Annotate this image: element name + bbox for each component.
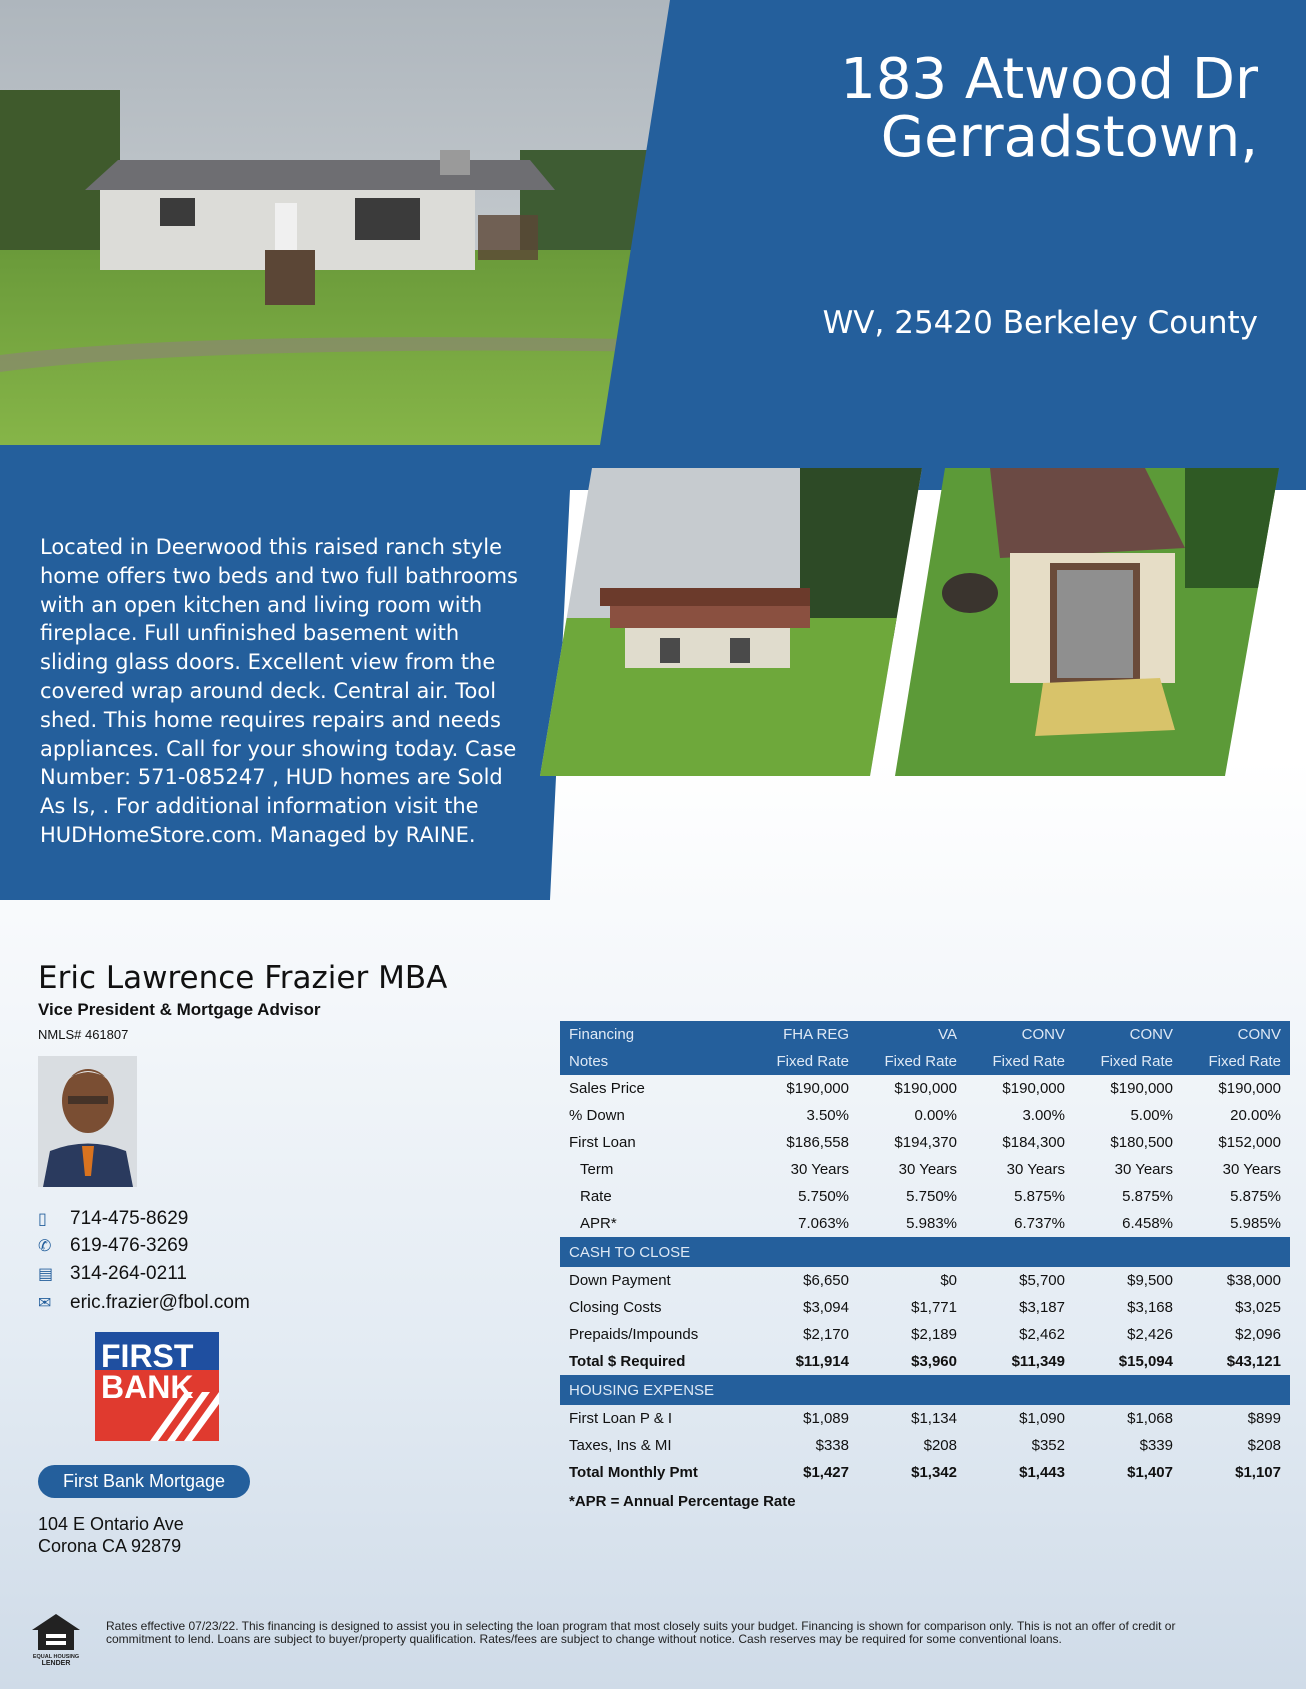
bank-logo-word1: FIRST <box>101 1338 194 1374</box>
email-address[interactable]: eric.frazier@fbol.com <box>70 1292 250 1313</box>
table-cell: $1,342 <box>911 1464 957 1481</box>
table-cell: $11,914 <box>795 1353 849 1370</box>
table-cell: 30 Years <box>1222 1161 1281 1178</box>
table-cell: $9,500 <box>1127 1272 1173 1289</box>
address-state-zip-county: WV, 25420 Berkeley County <box>822 305 1258 341</box>
row-label: Down Payment <box>569 1272 671 1289</box>
table-cell: $352 <box>1031 1437 1065 1454</box>
table-cell: 5.750% <box>906 1188 957 1205</box>
table-cell: 20.00% <box>1230 1107 1281 1124</box>
table-cell: $186,558 <box>786 1134 849 1151</box>
phone-number[interactable]: 619-476-3269 <box>70 1235 189 1256</box>
table-cell: $2,170 <box>803 1326 849 1343</box>
row-label: Sales Price <box>569 1080 645 1097</box>
table-cell: $899 <box>1247 1410 1281 1427</box>
bank-name-badge[interactable]: First Bank Mortgage <box>38 1465 250 1498</box>
table-cell: $2,426 <box>1127 1326 1173 1343</box>
fax-contact[interactable] <box>38 1263 187 1285</box>
table-cell: 7.063% <box>798 1215 849 1232</box>
table-cell: $338 <box>815 1437 849 1454</box>
table-cell: Fixed Rate <box>750 1048 858 1075</box>
apr-footnote: *APR = Annual Percentage Rate <box>569 1493 796 1510</box>
table-cell: $184,300 <box>1002 1134 1065 1151</box>
row-label: Total $ Required <box>569 1353 686 1370</box>
table-header-row <box>560 1021 1290 1048</box>
housing-expense-section <box>560 1375 1290 1405</box>
mobile-contact[interactable] <box>38 1208 188 1230</box>
table-cell: 3.00% <box>1022 1107 1065 1124</box>
table-cell: 3.50% <box>806 1107 849 1124</box>
table-cell: 5.875% <box>1230 1188 1281 1205</box>
phone-contact[interactable] <box>38 1235 188 1257</box>
table-cell: 5.875% <box>1014 1188 1065 1205</box>
row-label: Term <box>580 1161 614 1178</box>
bank-address-street: 104 E Ontario Ave <box>38 1514 184 1534</box>
table-cell: $190,000 <box>1218 1080 1281 1097</box>
financing-table <box>560 1021 1290 1486</box>
table-cell: 5.983% <box>906 1215 957 1232</box>
table-cell: 0.00% <box>914 1107 957 1124</box>
table-cell: $190,000 <box>786 1080 849 1097</box>
table-cell: $190,000 <box>894 1080 957 1097</box>
table-row <box>560 1129 1290 1156</box>
table-cell: $208 <box>923 1437 957 1454</box>
table-cell: 30 Years <box>790 1161 849 1178</box>
table-cell: VA <box>858 1021 966 1048</box>
hero-house-photo <box>0 0 680 445</box>
table-row <box>560 1405 1290 1432</box>
property-description: Located in Deerwood this raised ranch style home offers two beds and two full bathrooms with an open kitchen and living room with fireplace. Full unfinished basement with sliding glass doors. Excellent view from the covered wrap around deck. Central air. Tool shed. This home requires repairs and needs appliances. Call for your showing today. Case Number: 571-085247 , HUD homes are Sold As Is, . For additional information visit the HUDHomeStore.com. Managed by RAINE. <box>40 535 518 847</box>
table-cell: $11,349 <box>1011 1353 1065 1370</box>
table-cell: Fixed Rate <box>1182 1048 1290 1075</box>
table-cell: $3,094 <box>803 1299 849 1316</box>
table-row <box>560 1459 1290 1486</box>
table-cell: $1,089 <box>803 1410 849 1427</box>
row-label: Prepaids/Impounds <box>569 1326 699 1343</box>
table-cell: $3,960 <box>911 1353 957 1370</box>
table-cell: $208 <box>1247 1437 1281 1454</box>
table-cell: $2,189 <box>911 1326 957 1343</box>
row-label: Taxes, Ins & MI <box>569 1437 672 1454</box>
cash-to-close-section <box>560 1237 1290 1267</box>
table-cell: Fixed Rate <box>966 1048 1074 1075</box>
table-cell: $2,462 <box>1019 1326 1065 1343</box>
table-row <box>560 1267 1290 1294</box>
row-label: Rate <box>580 1188 612 1205</box>
row-label: Total Monthly Pmt <box>569 1464 698 1481</box>
table-cell: $1,090 <box>1019 1410 1065 1427</box>
table-row <box>560 1321 1290 1348</box>
table-cell: 5.875% <box>1122 1188 1173 1205</box>
table-subheader-row <box>560 1048 1290 1075</box>
agent-headshot <box>38 1056 137 1187</box>
rates-disclaimer: Rates effective 07/23/22. This financing is designed to assist you in selecting the loan program that most closely suits your budget. Financing is shown for comparison only. This is not an offer of credit or commitment to lend. Loans are subject to buyer/property qualification. Rates/fees are subject to change without notice. Cash reserves may be required for some conventional loans. <box>106 1619 1176 1646</box>
table-cell: $1,443 <box>1019 1464 1065 1481</box>
table-cell: $43,121 <box>1226 1353 1281 1370</box>
row-label: Closing Costs <box>569 1299 662 1316</box>
email-icon: ✉ <box>38 1295 52 1312</box>
table-cell: $38,000 <box>1226 1272 1281 1289</box>
rear-deck-photo <box>540 468 922 776</box>
table-row <box>560 1156 1290 1183</box>
table-cell: CONV <box>1074 1021 1182 1048</box>
table-cell: 30 Years <box>1006 1161 1065 1178</box>
table-cell: 30 Years <box>1114 1161 1173 1178</box>
table-cell: $1,107 <box>1235 1464 1281 1481</box>
table-cell: 6.458% <box>1122 1215 1173 1232</box>
table-cell: 6.737% <box>1014 1215 1065 1232</box>
agent-nmls: NMLS# 461807 <box>38 1027 129 1042</box>
table-cell: $15,094 <box>1118 1353 1173 1370</box>
table-cell: $194,370 <box>894 1134 957 1151</box>
table-cell: $3,187 <box>1019 1299 1065 1316</box>
table-cell: $3,168 <box>1127 1299 1173 1316</box>
row-label: Financing <box>560 1021 750 1048</box>
bank-address-city: Corona CA 92879 <box>38 1536 182 1556</box>
table-row <box>560 1432 1290 1459</box>
table-cell: $5,700 <box>1019 1272 1065 1289</box>
bank-logo-word2: BANK <box>101 1369 194 1405</box>
table-cell: $180,500 <box>1110 1134 1173 1151</box>
table-cell: $1,134 <box>911 1410 957 1427</box>
table-cell: 30 Years <box>898 1161 957 1178</box>
row-label: Notes <box>560 1048 750 1075</box>
table-cell: 5.00% <box>1130 1107 1173 1124</box>
fax-number[interactable]: 314-264-0211 <box>70 1263 187 1284</box>
agent-name: Eric Lawrence Frazier MBA <box>38 960 448 996</box>
table-row <box>560 1075 1290 1102</box>
equal-housing-lender-icon <box>30 1612 82 1667</box>
table-cell: CONV <box>966 1021 1074 1048</box>
mobile-phone-icon: ▯ <box>38 1211 47 1228</box>
agent-title: Vice President & Mortgage Advisor <box>38 1000 321 1019</box>
table-cell: 5.985% <box>1230 1215 1281 1232</box>
table-cell: $190,000 <box>1110 1080 1173 1097</box>
section-heading: CASH TO CLOSE <box>560 1237 1290 1267</box>
table-row <box>560 1294 1290 1321</box>
table-cell: Fixed Rate <box>858 1048 966 1075</box>
table-cell: $2,096 <box>1235 1326 1281 1343</box>
phone-icon: ✆ <box>38 1238 52 1255</box>
table-row <box>560 1183 1290 1210</box>
eho-label-top: EQUAL HOUSING <box>32 1654 80 1660</box>
table-row <box>560 1210 1290 1237</box>
table-cell: $190,000 <box>1002 1080 1065 1097</box>
fax-icon: ▤ <box>38 1266 54 1283</box>
table-cell: $6,650 <box>803 1272 849 1289</box>
email-contact[interactable] <box>38 1292 250 1314</box>
tool-shed-photo <box>895 468 1279 776</box>
section-heading: HOUSING EXPENSE <box>560 1375 1290 1405</box>
first-bank-logo <box>95 1332 219 1441</box>
table-cell: $152,000 <box>1218 1134 1281 1151</box>
mobile-number[interactable]: 714-475-8629 <box>70 1208 189 1229</box>
table-cell: $1,771 <box>911 1299 957 1316</box>
table-cell: Fixed Rate <box>1074 1048 1182 1075</box>
table-cell: $1,427 <box>803 1464 849 1481</box>
table-cell: $1,407 <box>1127 1464 1173 1481</box>
table-row <box>560 1102 1290 1129</box>
address-street: 183 Atwood Dr <box>840 47 1258 112</box>
address-city: Gerradstown, <box>880 105 1258 170</box>
eho-label-bottom: LENDER <box>41 1660 71 1667</box>
row-label: % Down <box>569 1107 625 1124</box>
row-label: First Loan P & I <box>569 1410 673 1427</box>
table-cell: $0 <box>940 1272 957 1289</box>
row-label: First Loan <box>569 1134 636 1151</box>
row-label: APR* <box>580 1215 617 1232</box>
table-cell: FHA REG <box>750 1021 858 1048</box>
table-cell: $339 <box>1139 1437 1173 1454</box>
table-cell: CONV <box>1182 1021 1290 1048</box>
table-cell: $3,025 <box>1235 1299 1281 1316</box>
table-row <box>560 1348 1290 1375</box>
table-cell: $1,068 <box>1127 1410 1173 1427</box>
table-cell: 5.750% <box>798 1188 849 1205</box>
